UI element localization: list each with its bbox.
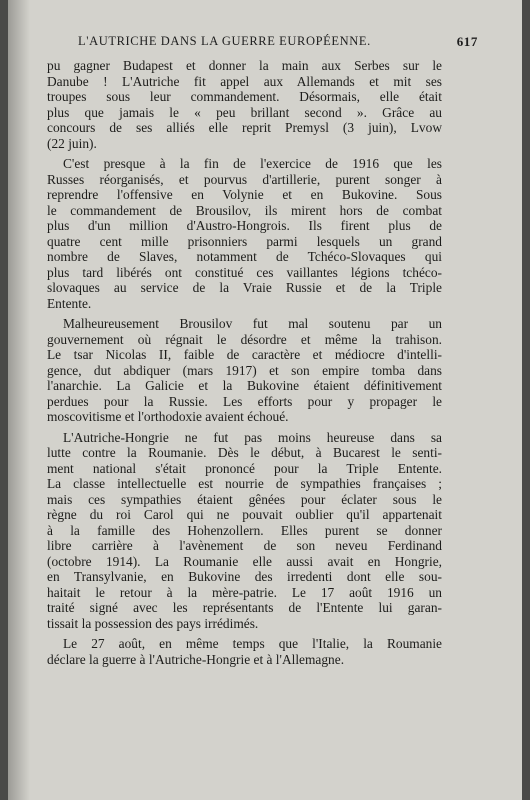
text-line: gouvernement où régnait le désordre et même la trahison. [47, 331, 442, 347]
text-line: plus que jamais le « peu brillant second ». Grâce au [47, 104, 442, 120]
text-line: (22 juin). [47, 135, 97, 151]
text-line: Le 27 août, en même temps que l'Italie, la Roumanie [63, 636, 442, 651]
text-line: L'Autriche-Hongrie ne fut pas moins heureuse dans sa [63, 429, 442, 445]
text-line: lutte contre la Roumanie. Dès le début, à Bucarest le senti- [47, 445, 442, 460]
text-line: Malheureusement Brousilov fut mal soutenu par un [63, 316, 442, 331]
page-header [78, 34, 478, 50]
text-line: plus d'un million d'Austro-Hongrois. Ils firent plus de [47, 218, 442, 233]
text-line: l'anarchie. La Galicie et la Bukovine étaient définitivement [47, 378, 442, 393]
text-line: Entente. [47, 295, 92, 311]
page-number: 617 [456, 34, 478, 49]
page-gutter-shadow [8, 0, 30, 800]
text-line: libre carrière à l'avènement de son neveu Ferdinand [47, 538, 442, 553]
text-line: Russes réorganisés, et pourvus d'artillerie, purent songer à [47, 171, 442, 187]
paragraph [47, 156, 442, 311]
text-line: pu gagner Budapest et donner la main aux Serbes sur le [47, 58, 442, 73]
text-line: traité signé avec les représentants de l'Entente lui garan- [47, 600, 442, 615]
text-line: ment national s'était prononcé pour la Triple Entente. [47, 460, 442, 476]
paragraph [47, 316, 442, 425]
book-page [8, 0, 522, 800]
text-line: Le tsar Nicolas II, faible de caractère et médiocre d'intelli- [47, 347, 442, 362]
paragraph [47, 430, 442, 632]
text-line: haitait le retour à la mère-patrie. Le 17 août 1916 un [47, 584, 442, 600]
text-line: à la famille des Hohenzollern. Elles purent se donner [47, 522, 442, 538]
text-line: nombre de Slaves, notamment de Tchéco-Slovaques qui [47, 249, 442, 264]
text-line: slovaques au service de la Vraie Russie et de la Triple [47, 280, 442, 295]
text-line: quatre cent mille prisonniers parmi lesquels un grand [47, 233, 442, 249]
paragraph [47, 636, 442, 667]
running-head: L'AUTRICHE DANS LA GUERRE EUROPÉENNE. [78, 34, 371, 48]
text-line: tissait la possession des pays irrédimés. [47, 615, 259, 631]
text-line: mais ces sympathies étaient gênées pour éclater sous le [47, 491, 442, 507]
text-line: déclare la guerre à l'Autriche-Hongrie et à l'Allemagne. [47, 651, 345, 667]
text-line: en Transylvanie, en Bukovine des irredenti dont elle sou- [47, 569, 442, 584]
text-line: gence, dut abdiquer (mars 1917) et son empire tomba dans [47, 362, 442, 378]
text-line: (octobre 1914). La Roumanie elle aussi avait en Hongrie, [47, 553, 442, 569]
text-line: troupes sous leur commandement. Désormais, elle était [47, 89, 442, 104]
text-line: C'est presque à la fin de l'exercice de 1916 que les [63, 156, 442, 171]
body-text [47, 58, 442, 672]
text-line: La classe intellectuelle est nourrie de sympathies françaises ; [47, 476, 442, 491]
text-line: Danube ! L'Autriche fit appel aux Allemands et mit ses [47, 73, 442, 89]
text-line: plus tard libérés ont constitué ces vaillantes légions tchéco- [47, 264, 442, 280]
text-line: reprendre l'offensive en Volynie et en Bukovine. Sous [47, 187, 442, 202]
paragraph [47, 58, 442, 151]
text-line: moscovitisme et l'orthodoxie avaient échoué. [47, 409, 289, 424]
text-line: le commandement de Brousilov, ils mirent hors de combat [47, 202, 442, 218]
text-line: concours de ses alliés elle reprit Premysl (3 juin), Lvow [47, 120, 442, 135]
text-line: règne du roi Carol qui ne pouvait oublier qu'il appartenait [47, 507, 442, 522]
text-line: perdues pour la Russie. Les efforts pour y propager le [47, 393, 442, 409]
